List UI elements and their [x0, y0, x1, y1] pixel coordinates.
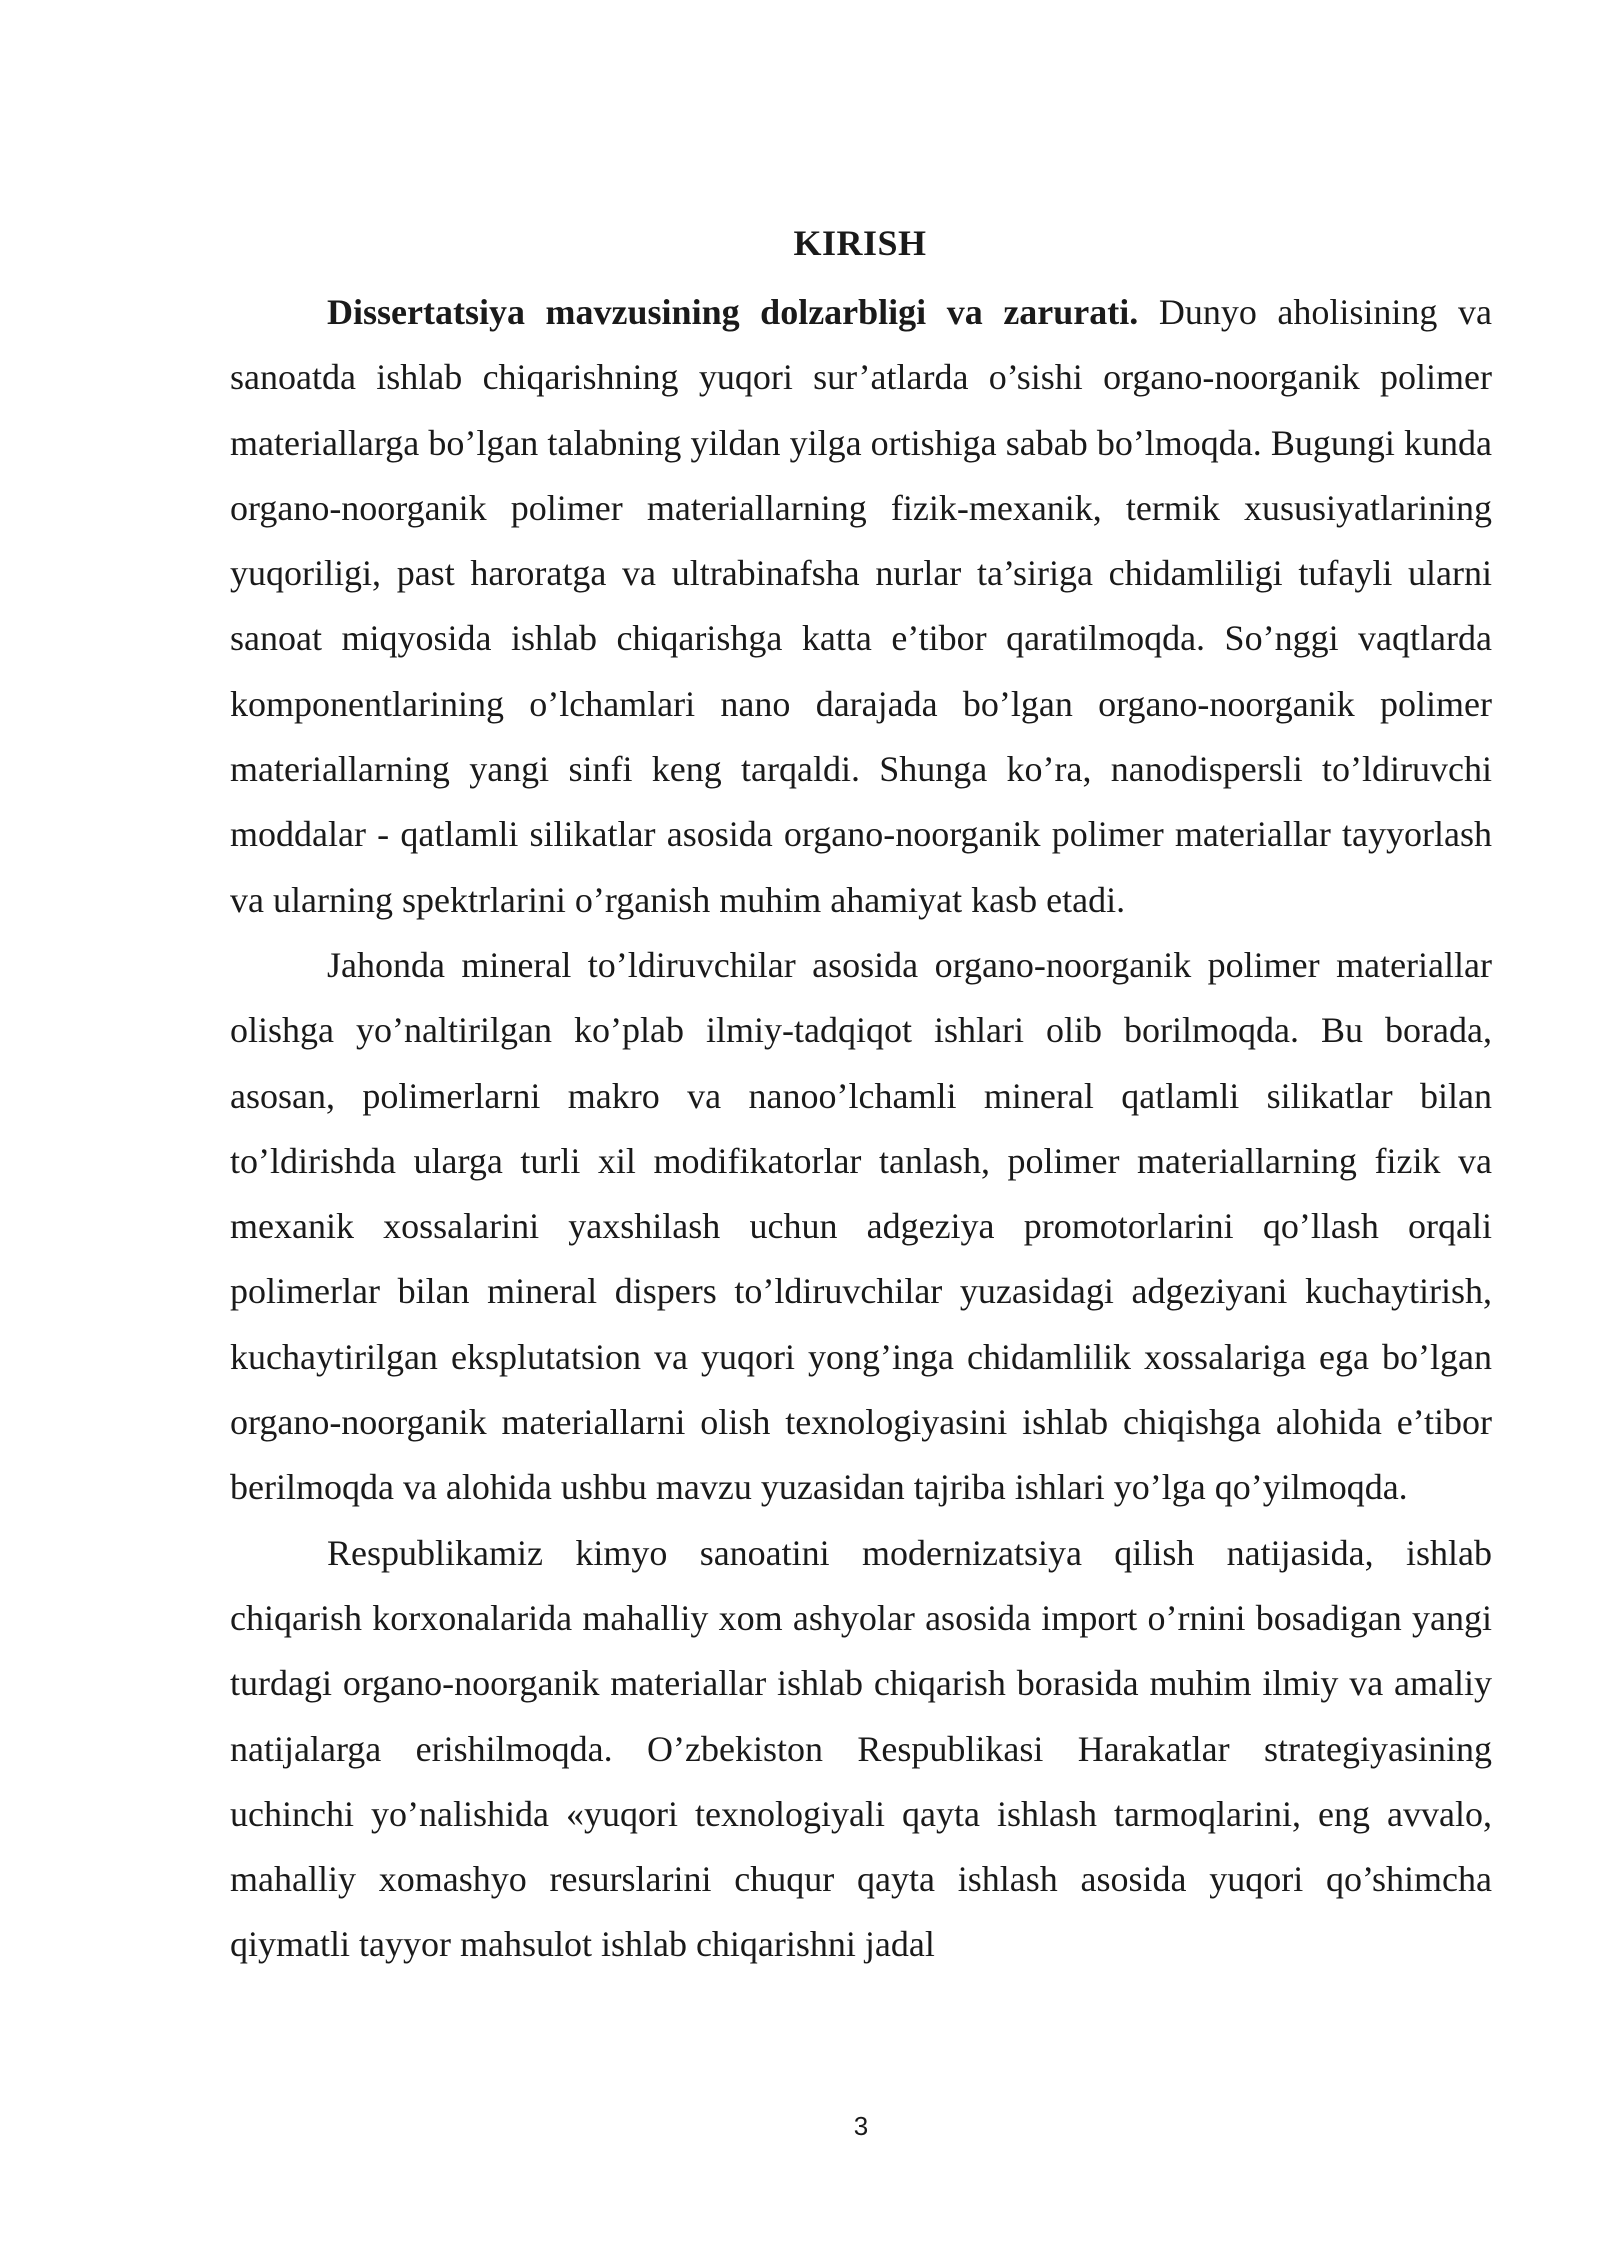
paragraph-text: Respublikamiz kimyo sanoatini modernizatsiya qilish natijasida, ishlab chiqarish korxonalarida mahalliy xom ashyolar asosida import o’rnini bosadigan yangi turdagi organo-noorganik materiallar ishlab chiqarish borasida muhim ilmiy va amaliy natijalarga erishilmoqda. O’zbekiston Respublikasi Harakatlar strategiyasining uchinchi yo’nalishida «yuqori texnologiyali qayta ishlash tarmoqlarini, eng avvalo, mahalliy xomashyo resurslarini chuqur qayta ishlash asosida yuqori qo’shimcha qiymatli tayyor mahsulot ishlab chiqarishni jadal: [230, 1532, 1492, 1965]
body-text: [230, 280, 1492, 1978]
page-number: 3: [853, 2111, 869, 2141]
paragraph-text: Dunyo aholisining va sanoatda ishlab chiqarishning yuqori sur’atlarda o’sishi organo-noorganik polimer materiallarga bo’lgan talabning yildan yilga ortishiga sabab bo’lmoqda. Bugungi kunda organo-noorganik polimer materiallarning fizik-mexanik, termik xususiyatlarining yuqoriligi, past haroratga va ultrabinafsha nurlar ta’siriga chidamliligi tufayli ularni sanoat miqyosida ishlab chiqarishga katta e’tibor qaratilmoqda. So’nggi vaqtlarda komponentlarining o’lchamlari nano darajada bo’lgan organo-noorganik polimer materiallarning yangi sinfi keng tarqaldi. Shunga ko’ra, nanodispersli to’ldiruvchi moddalar - qatlamli silikatlar asosida organo-noorganik polimer materiallar tayyorlash va ularning spektrlarini o’rganish muhim ahamiyat kasb etadi.: [230, 292, 1492, 920]
paragraph-republic: [230, 1521, 1492, 1978]
paragraph-lead: Dissertatsiya mavzusining dolzarbligi va zarurati.: [327, 292, 1139, 332]
section-heading: KIRISH: [793, 223, 927, 263]
paragraph-text: Jahonda mineral to’ldiruvchilar asosida organo-noorganik polimer materiallar olishga yo’naltirilgan ko’plab ilmiy-tadqiqot ishlari olib borilmoqda. Bu borada, asosan, polimerlarni makro va nanoo’lchamli mineral qatlamli silikatlar bilan to’ldirishda ularga turli xil modifikatorlar tanlash, polimer materiallarning fizik va mexanik xossalarini yaxshilash uchun adgeziya promotorlarini qo’llash orqali polimerlar bilan mineral dispers to’ldiruvchilar yuzasidagi adgeziyani kuchaytirish, kuchaytirilgan eksplutatsion va yuqori yong’inga chidamlilik xossalariga ega bo’lgan organo-noorganik materiallarni olish texnologiyasini ishlab chiqishga alohida e’tibor berilmoqda va alohida ushbu mavzu yuzasidan tajriba ishlari yo’lga qo’yilmoqda.: [230, 944, 1492, 1508]
paragraph-relevance: [230, 280, 1492, 933]
paragraph-world-research: [230, 933, 1492, 1521]
